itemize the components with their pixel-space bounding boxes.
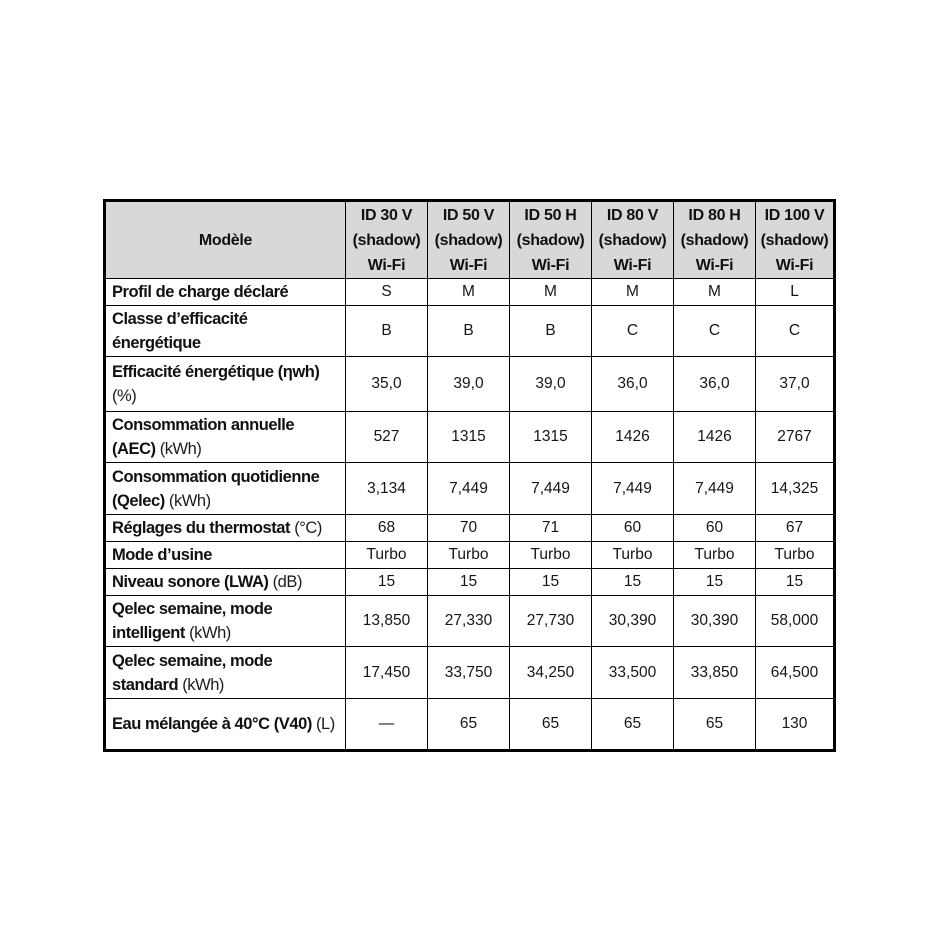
label-text-bold: intelligent (112, 624, 185, 642)
label-text-bold: Profil de charge déclaré (112, 283, 289, 301)
header-line: ID 50 V (442, 206, 495, 224)
label-text-bold: énergétique (112, 334, 201, 352)
value-cell: M (510, 279, 592, 306)
label-classe-efficacite (105, 306, 346, 357)
label-mode-usine (105, 542, 346, 569)
label-line (112, 712, 343, 736)
header-line: (shadow) (434, 231, 503, 249)
label-text-unit: (dB) (268, 573, 302, 591)
value-cell: 36,0 (674, 357, 756, 412)
header-line: ID 50 H (524, 206, 577, 224)
label-text-unit: (kWh) (155, 440, 202, 458)
value-cell: — (346, 699, 428, 751)
label-text-unit: (kWh) (184, 624, 231, 642)
value-cell: 1426 (674, 412, 756, 463)
label-text-bold: (AEC) (112, 440, 156, 458)
label-text-bold: Niveau sonore (LWA) (112, 573, 269, 591)
header-modele-label: Modèle (198, 231, 253, 249)
row-qelec-standard (105, 647, 835, 699)
value-cell: S (346, 279, 428, 306)
label-text-bold: Consommation quotidienne (112, 467, 320, 486)
spec-table (103, 199, 836, 752)
label-line (112, 413, 343, 437)
label-consommation-quotidienne (105, 463, 346, 515)
value-cell: 65 (674, 699, 756, 751)
value-cell: 64,500 (756, 647, 835, 699)
value-cell: B (510, 306, 592, 357)
value-cell: 65 (592, 699, 674, 751)
header-line: (shadow) (680, 231, 749, 249)
label-line (112, 465, 343, 489)
value-cell: 27,730 (510, 596, 592, 647)
value-cell: 33,750 (428, 647, 510, 699)
label-text-unit: (%) (112, 387, 137, 405)
value-cell: Turbo (756, 542, 835, 569)
value-cell: B (428, 306, 510, 357)
value-cell: 58,000 (756, 596, 835, 647)
label-qelec-standard (105, 647, 346, 699)
value-cell: 39,0 (510, 357, 592, 412)
header-id100v (756, 201, 835, 279)
value-cell: 15 (674, 569, 756, 596)
row-consommation-quotidienne (105, 463, 835, 515)
header-line: (shadow) (516, 231, 585, 249)
label-line (112, 570, 343, 594)
label-text-unit: (kWh) (178, 675, 224, 694)
value-cell: 14,325 (756, 463, 835, 515)
header-line: (shadow) (352, 231, 421, 249)
value-cell: 7,449 (674, 463, 756, 515)
value-cell: 65 (428, 699, 510, 751)
value-cell: C (592, 306, 674, 357)
label-line (112, 307, 343, 331)
value-cell: 15 (428, 569, 510, 596)
value-cell: 60 (592, 515, 674, 542)
value-cell: 7,449 (592, 463, 674, 515)
row-niveau-sonore (105, 569, 835, 596)
label-line (112, 489, 343, 513)
label-text-bold: Classe d’efficacité (112, 310, 248, 328)
header-line: (shadow) (598, 231, 667, 249)
label-text-unit: (°C) (290, 519, 322, 537)
header-line: Wi-Fi (449, 256, 488, 274)
label-text-unit: (L) (311, 715, 335, 733)
row-classe-efficacite (105, 306, 835, 357)
label-efficacite-energetique (105, 357, 346, 412)
label-line (112, 360, 343, 384)
row-eau-melangee (105, 699, 835, 751)
header-id30v (346, 201, 428, 279)
value-cell: 34,250 (510, 647, 592, 699)
value-cell: 7,449 (428, 463, 510, 515)
label-niveau-sonore (105, 569, 346, 596)
value-cell: L (756, 279, 835, 306)
value-cell: 13,850 (346, 596, 428, 647)
value-cell: 7,449 (510, 463, 592, 515)
label-line (112, 331, 343, 355)
value-cell: Turbo (510, 542, 592, 569)
value-cell: 33,850 (674, 647, 756, 699)
label-text-bold: Efficacité énergétique (ηwh) (112, 363, 320, 381)
value-cell: C (674, 306, 756, 357)
label-profil-de-charge (105, 279, 346, 306)
value-cell: 527 (346, 412, 428, 463)
label-text-bold: Consommation annuelle (112, 416, 295, 434)
value-cell: Turbo (346, 542, 428, 569)
header-id50v (428, 201, 510, 279)
value-cell: 15 (756, 569, 835, 596)
value-cell: 1315 (428, 412, 510, 463)
header-line: ID 100 V (764, 206, 825, 224)
label-line (112, 384, 343, 408)
value-cell: 71 (510, 515, 592, 542)
value-cell: 3,134 (346, 463, 428, 515)
value-cell: 70 (428, 515, 510, 542)
header-id50h (510, 201, 592, 279)
value-cell: 68 (346, 515, 428, 542)
value-cell: 17,450 (346, 647, 428, 699)
label-reglages-thermostat (105, 515, 346, 542)
label-line (112, 649, 343, 673)
header-id80v (592, 201, 674, 279)
row-consommation-annuelle (105, 412, 835, 463)
label-line (112, 280, 343, 304)
value-cell: C (756, 306, 835, 357)
value-cell: 33,500 (592, 647, 674, 699)
value-cell: 27,330 (428, 596, 510, 647)
value-cell: 67 (756, 515, 835, 542)
label-text-bold: standard (112, 675, 179, 694)
value-cell: 1315 (510, 412, 592, 463)
header-line: Wi-Fi (695, 256, 734, 274)
label-text-bold: Eau mélangée à 40°C (V40) (112, 715, 312, 733)
value-cell: M (428, 279, 510, 306)
label-text-unit: (kWh) (164, 491, 211, 510)
label-qelec-intelligent (105, 596, 346, 647)
header-id80h (674, 201, 756, 279)
label-line (112, 597, 343, 621)
header-line: Wi-Fi (531, 256, 570, 274)
label-text-bold: Qelec semaine, mode (112, 651, 273, 670)
label-line (112, 437, 343, 461)
label-line (112, 621, 343, 645)
row-profil-de-charge (105, 279, 835, 306)
value-cell: Turbo (592, 542, 674, 569)
label-line (112, 673, 343, 697)
value-cell: 130 (756, 699, 835, 751)
header-line: ID 80 H (688, 206, 741, 224)
value-cell: 37,0 (756, 357, 835, 412)
label-text-bold: Qelec semaine, mode (112, 600, 273, 618)
value-cell: Turbo (428, 542, 510, 569)
header-line: Wi-Fi (775, 256, 814, 274)
value-cell: 39,0 (428, 357, 510, 412)
label-line (112, 516, 343, 540)
label-text-bold: Mode d’usine (112, 546, 213, 564)
value-cell: 15 (346, 569, 428, 596)
value-cell: 2767 (756, 412, 835, 463)
row-reglages-thermostat (105, 515, 835, 542)
value-cell: 15 (510, 569, 592, 596)
label-consommation-annuelle (105, 412, 346, 463)
header-row (105, 201, 835, 279)
row-qelec-intelligent (105, 596, 835, 647)
label-text-bold: (Qelec) (112, 491, 165, 510)
value-cell: 30,390 (674, 596, 756, 647)
value-cell: M (674, 279, 756, 306)
value-cell: M (592, 279, 674, 306)
label-line (112, 543, 343, 567)
row-mode-usine (105, 542, 835, 569)
value-cell: 36,0 (592, 357, 674, 412)
label-text-bold: Réglages du thermostat (112, 519, 291, 537)
header-modele (105, 201, 346, 279)
value-cell: 15 (592, 569, 674, 596)
header-line: Wi-Fi (367, 256, 406, 274)
value-cell: 35,0 (346, 357, 428, 412)
value-cell: Turbo (674, 542, 756, 569)
header-line: ID 80 V (606, 206, 659, 224)
label-eau-melangee (105, 699, 346, 751)
value-cell: 65 (510, 699, 592, 751)
row-efficacite-energetique (105, 357, 835, 412)
value-cell: 60 (674, 515, 756, 542)
header-line: (shadow) (760, 231, 829, 249)
header-line: ID 30 V (360, 206, 413, 224)
value-cell: 30,390 (592, 596, 674, 647)
header-line: Wi-Fi (613, 256, 652, 274)
value-cell: 1426 (592, 412, 674, 463)
value-cell: B (346, 306, 428, 357)
